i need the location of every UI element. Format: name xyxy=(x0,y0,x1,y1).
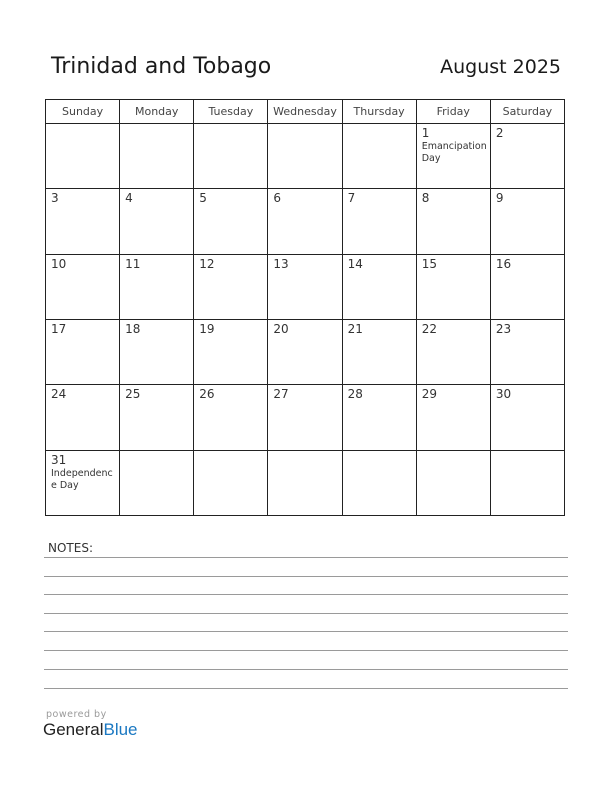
day-cell xyxy=(268,319,342,384)
weekday-header-row xyxy=(46,100,565,124)
day-number: 12 xyxy=(199,256,215,271)
weekday-header: Sunday xyxy=(46,100,120,124)
note-line xyxy=(44,650,568,651)
day-number: 2 xyxy=(495,126,504,140)
weekday-header: Tuesday xyxy=(194,100,268,124)
day-cell xyxy=(268,450,342,515)
day-cell xyxy=(120,254,194,319)
week-row xyxy=(46,319,565,384)
day-number: 17 xyxy=(51,321,67,336)
day-cell xyxy=(268,385,342,450)
day-cell xyxy=(416,319,490,384)
notes-label: NOTES: xyxy=(48,541,93,555)
week-row xyxy=(46,124,565,189)
calendar-grid xyxy=(45,99,565,516)
day-cell xyxy=(490,124,564,189)
brand-blue-text: Blue xyxy=(103,720,138,739)
day-number: 10 xyxy=(51,256,67,271)
day-cell xyxy=(120,450,194,515)
day-cell xyxy=(46,385,120,450)
day-number: 20 xyxy=(273,321,289,336)
day-cell xyxy=(490,385,564,450)
day-number: 29 xyxy=(421,387,437,402)
day-number: 19 xyxy=(199,321,215,336)
day-cell xyxy=(194,124,268,189)
day-number: 8 xyxy=(421,191,430,206)
day-number: 7 xyxy=(347,191,356,206)
day-cell xyxy=(194,319,268,384)
day-cell xyxy=(194,385,268,450)
day-cell xyxy=(120,385,194,450)
day-number: 27 xyxy=(273,387,289,402)
day-cell xyxy=(120,189,194,254)
day-number: 22 xyxy=(421,321,437,336)
note-line xyxy=(44,631,568,632)
day-cell xyxy=(416,124,490,189)
day-number: 24 xyxy=(51,387,67,402)
day-cell xyxy=(46,189,120,254)
day-number: 28 xyxy=(347,387,363,402)
weekday-header: Saturday xyxy=(490,100,564,124)
day-cell xyxy=(194,450,268,515)
day-cell xyxy=(342,189,416,254)
day-number: 15 xyxy=(421,256,437,271)
note-line xyxy=(44,669,568,670)
day-cell xyxy=(490,319,564,384)
note-line xyxy=(44,594,568,595)
day-number: 4 xyxy=(125,191,133,206)
day-cell xyxy=(46,450,120,515)
page-title: Trinidad and Tobago xyxy=(51,54,272,79)
day-cell xyxy=(416,450,490,515)
day-number: 26 xyxy=(199,387,215,402)
day-cell xyxy=(416,189,490,254)
week-row xyxy=(46,189,565,254)
day-cell xyxy=(342,319,416,384)
day-number: 6 xyxy=(273,191,282,206)
day-cell xyxy=(490,254,564,319)
day-number: 14 xyxy=(347,256,363,271)
note-line xyxy=(44,557,568,558)
day-number: 30 xyxy=(495,387,512,402)
day-number: 3 xyxy=(51,191,59,206)
weekday-header: Friday xyxy=(416,100,490,124)
day-cell xyxy=(120,124,194,189)
weekday-header: Wednesday xyxy=(268,100,342,124)
day-cell xyxy=(416,385,490,450)
day-cell xyxy=(342,124,416,189)
day-cell xyxy=(342,385,416,450)
day-cell xyxy=(342,450,416,515)
day-cell xyxy=(46,319,120,384)
note-line xyxy=(44,613,568,614)
day-number: 23 xyxy=(495,321,512,336)
day-cell xyxy=(120,319,194,384)
weekday-header: Monday xyxy=(120,100,194,124)
day-cell xyxy=(46,254,120,319)
week-row xyxy=(46,385,565,450)
day-cell xyxy=(342,254,416,319)
month-label: August 2025 xyxy=(440,56,561,78)
day-cell xyxy=(268,124,342,189)
brand-logo xyxy=(43,720,138,740)
note-line xyxy=(44,688,568,689)
holiday-label: Emancipation Day xyxy=(421,141,487,164)
day-number: 13 xyxy=(273,256,289,271)
day-number: 5 xyxy=(199,191,207,206)
holiday-label: Independence Day xyxy=(51,467,113,491)
day-cell xyxy=(268,254,342,319)
week-row xyxy=(46,450,565,515)
weekday-header: Thursday xyxy=(342,100,416,124)
day-number: 21 xyxy=(347,321,363,336)
day-number: 31 xyxy=(51,452,67,467)
note-line xyxy=(44,576,568,577)
powered-by-text: powered by xyxy=(46,709,107,720)
day-number: 9 xyxy=(495,191,504,206)
brand-general-text: General xyxy=(43,720,104,739)
day-cell xyxy=(268,189,342,254)
day-number: 25 xyxy=(125,387,141,402)
day-number: 1 xyxy=(421,126,430,140)
day-number: 16 xyxy=(495,256,512,271)
day-number: 11 xyxy=(125,256,141,271)
day-cell xyxy=(194,189,268,254)
day-cell xyxy=(194,254,268,319)
day-cell xyxy=(46,124,120,189)
day-cell xyxy=(490,450,564,515)
week-row xyxy=(46,254,565,319)
day-cell xyxy=(416,254,490,319)
day-cell xyxy=(490,189,564,254)
day-number: 18 xyxy=(125,321,141,336)
